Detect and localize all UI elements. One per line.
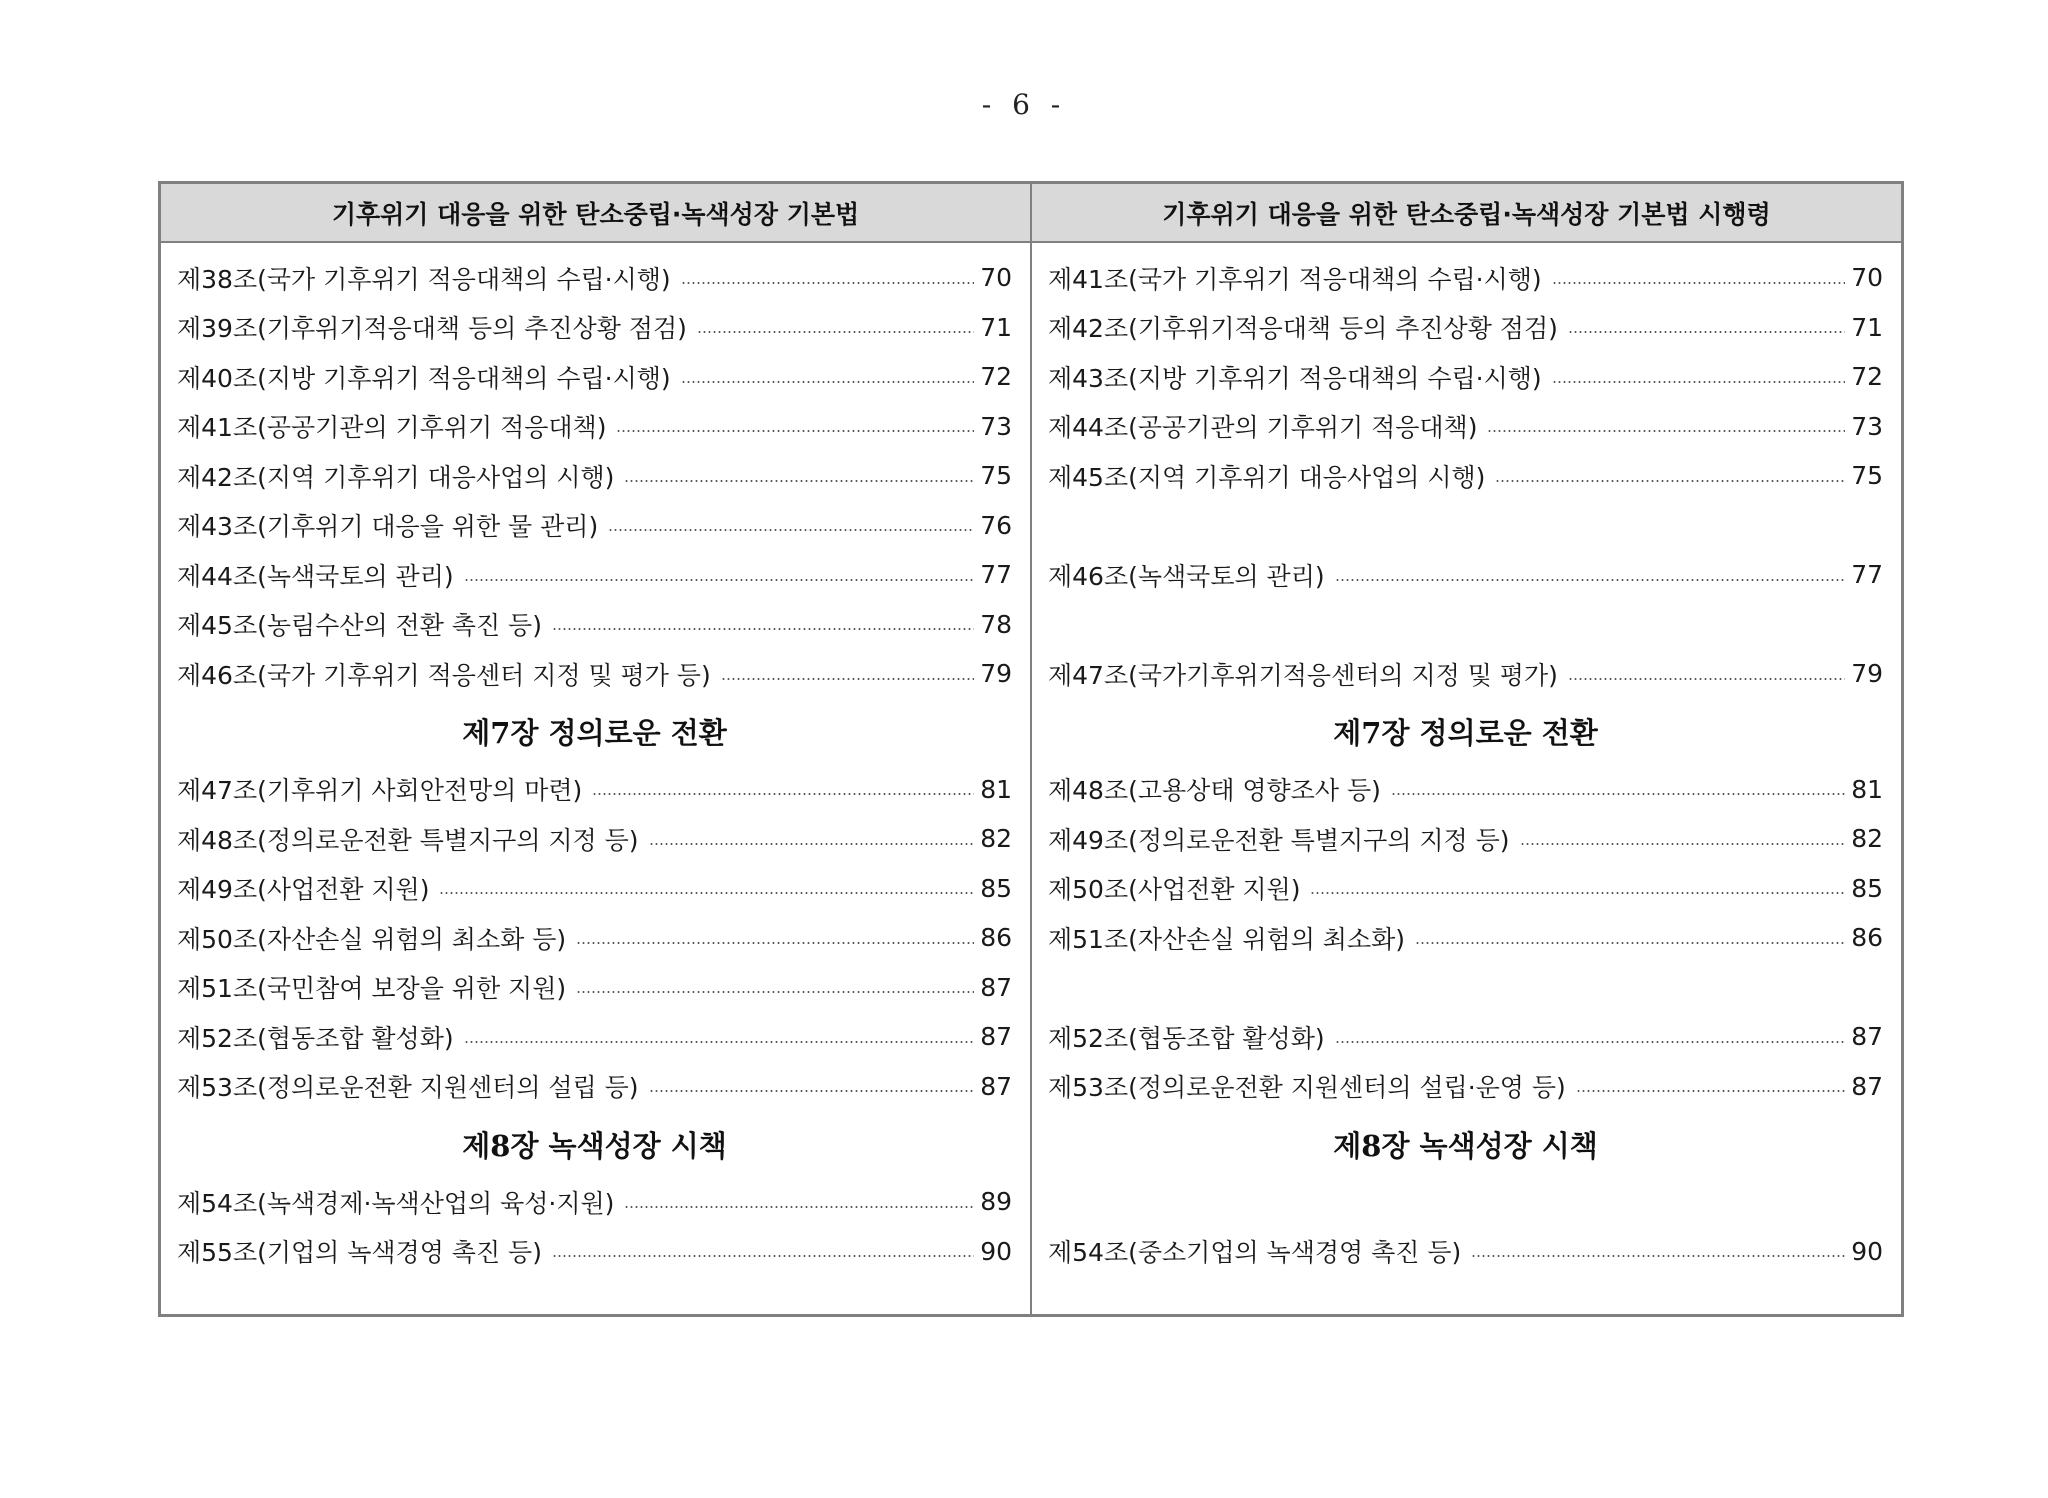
entry-page-number: 86 <box>980 923 1012 953</box>
toc-entry <box>177 1012 1012 1062</box>
entry-title: 제54조(중소기업의 녹색경영 촉진 등) <box>1048 1238 1462 1268</box>
entry-page-number: 75 <box>1851 461 1883 491</box>
chapter-heading: 제7장 정의로운 전환 <box>462 716 727 750</box>
toc-entry <box>1048 402 1883 452</box>
toc-entry <box>177 963 1012 1013</box>
entry-title: 제55조(기업의 녹색경영 촉진 등) <box>177 1238 542 1268</box>
dot-leader <box>1576 1090 1845 1092</box>
entry-title: 제42조(지역 기후위기 대응사업의 시행) <box>177 462 615 492</box>
dot-leader <box>464 579 975 581</box>
toc-entry <box>177 402 1012 452</box>
dot-leader <box>464 1041 975 1043</box>
toc-entry <box>177 352 1012 402</box>
entry-title: 제44조(녹색국토의 관리) <box>177 561 454 591</box>
entry-title: 제49조(정의로운전환 특별지구의 지정 등) <box>1048 825 1510 855</box>
dot-leader <box>1391 793 1845 795</box>
toc-entry <box>1048 352 1883 402</box>
dot-leader <box>1568 331 1845 333</box>
entry-title: 제48조(정의로운전환 특별지구의 지정 등) <box>177 825 639 855</box>
entry-page-number: 72 <box>1851 362 1883 392</box>
dot-leader <box>697 331 974 333</box>
toc-entry <box>177 765 1012 815</box>
dot-leader <box>576 991 974 993</box>
entry-title: 제48조(고용상태 영향조사 등) <box>1048 776 1381 806</box>
entry-title: 제51조(자산손실 위험의 최소화) <box>1048 924 1406 954</box>
toc-entry <box>177 600 1012 650</box>
entry-title: 제54조(녹색경제·녹색산업의 육성·지원) <box>177 1188 615 1218</box>
entry-page-number: 81 <box>1851 774 1883 804</box>
entry-title: 제46조(국가 기후위기 적응센터 지정 및 평가 등) <box>177 660 711 690</box>
toc-entry <box>1048 814 1883 864</box>
entry-title: 제53조(정의로운전환 지원센터의 설립 등) <box>177 1073 639 1103</box>
dot-leader <box>592 793 974 795</box>
entry-title: 제41조(공공기관의 기후위기 적응대책) <box>177 413 607 443</box>
entry-page-number: 90 <box>1851 1236 1883 1266</box>
toc-entry <box>1048 1062 1883 1112</box>
entry-title: 제45조(농림수산의 전환 촉진 등) <box>177 611 542 641</box>
entry-page-number: 90 <box>980 1236 1012 1266</box>
toc-entry <box>1048 765 1883 815</box>
dot-leader <box>1552 282 1846 284</box>
toc-entry <box>177 864 1012 914</box>
dot-leader <box>1335 1041 1846 1043</box>
entry-title: 제46조(녹색국토의 관리) <box>1048 561 1325 591</box>
toc-entry <box>177 649 1012 699</box>
entry-page-number: 87 <box>980 972 1012 1002</box>
toc-entry <box>177 913 1012 963</box>
entry-title: 제39조(기후위기적응대책 등의 추진상황 점검) <box>177 314 687 344</box>
right-column <box>1032 184 1901 1314</box>
empty-row <box>1048 501 1883 551</box>
dot-leader <box>1487 430 1845 432</box>
toc-entry <box>1048 1012 1883 1062</box>
left-column <box>161 184 1032 1314</box>
dot-leader <box>1310 892 1845 894</box>
dot-leader <box>1520 843 1846 845</box>
entry-title: 제47조(국가기후위기적응센터의 지정 및 평가) <box>1048 660 1558 690</box>
entry-page-number: 77 <box>1851 560 1883 590</box>
entry-page-number: 71 <box>980 312 1012 342</box>
entry-page-number: 86 <box>1851 923 1883 953</box>
empty-row <box>1048 1177 1883 1227</box>
dot-leader <box>624 1206 974 1208</box>
toc-entry <box>177 550 1012 600</box>
toc-entry <box>177 1227 1012 1277</box>
dot-leader <box>1335 579 1846 581</box>
left-column-body <box>161 243 1030 1276</box>
dot-leader <box>649 843 975 845</box>
toc-entry <box>177 814 1012 864</box>
entry-page-number: 70 <box>1851 263 1883 293</box>
entry-page-number: 77 <box>980 560 1012 590</box>
entry-title: 제40조(지방 기후위기 적응대책의 수립·시행) <box>177 363 671 393</box>
comparison-table <box>158 181 1904 1317</box>
left-column-header: 기후위기 대응을 위한 탄소중립·녹색성장 기본법 <box>161 184 1030 243</box>
toc-entry <box>1048 451 1883 501</box>
toc-entry <box>177 1177 1012 1227</box>
entry-page-number: 87 <box>1851 1022 1883 1052</box>
dot-leader <box>1552 381 1846 383</box>
entry-page-number: 87 <box>980 1022 1012 1052</box>
right-column-header: 기후위기 대응을 위한 탄소중립·녹색성장 기본법 시행령 <box>1032 184 1901 243</box>
entry-title: 제38조(국가 기후위기 적응대책의 수립·시행) <box>177 264 671 294</box>
dot-leader <box>624 480 974 482</box>
toc-entry <box>1048 550 1883 600</box>
entry-title: 제51조(국민참여 보장을 위한 지원) <box>177 974 567 1004</box>
page-number: - 6 - <box>981 88 1067 121</box>
entry-page-number: 76 <box>980 510 1012 540</box>
entry-title: 제44조(공공기관의 기후위기 적응대책) <box>1048 413 1478 443</box>
entry-page-number: 73 <box>980 411 1012 441</box>
entry-page-number: 72 <box>980 362 1012 392</box>
toc-entry <box>177 451 1012 501</box>
dot-leader <box>649 1090 975 1092</box>
chapter-heading: 제7장 정의로운 전환 <box>1333 716 1598 750</box>
entry-title: 제42조(기후위기적응대책 등의 추진상황 점검) <box>1048 314 1558 344</box>
dot-leader <box>608 529 974 531</box>
dot-leader <box>1415 942 1845 944</box>
entry-title: 제41조(국가 기후위기 적응대책의 수립·시행) <box>1048 264 1542 294</box>
toc-entry <box>177 303 1012 353</box>
entry-title: 제47조(기후위기 사회안전망의 마련) <box>177 776 583 806</box>
entry-page-number: 78 <box>980 609 1012 639</box>
entry-page-number: 87 <box>980 1071 1012 1101</box>
entry-title: 제43조(지방 기후위기 적응대책의 수립·시행) <box>1048 363 1542 393</box>
chapter-heading: 제8장 녹색성장 시책 <box>462 1128 727 1163</box>
dot-leader <box>681 381 975 383</box>
toc-entry <box>1048 649 1883 699</box>
entry-title: 제49조(사업전환 지원) <box>177 875 430 905</box>
entry-page-number: 70 <box>980 263 1012 293</box>
dot-leader <box>721 678 974 680</box>
toc-entry <box>177 1062 1012 1112</box>
dot-leader <box>552 1255 974 1257</box>
entry-title: 제53조(정의로운전환 지원센터의 설립·운영 등) <box>1048 1073 1566 1103</box>
entry-page-number: 79 <box>980 659 1012 689</box>
entry-page-number: 79 <box>1851 659 1883 689</box>
entry-page-number: 82 <box>1851 824 1883 854</box>
entry-page-number: 87 <box>1851 1071 1883 1101</box>
toc-entry <box>177 253 1012 303</box>
entry-title: 제50조(자산손실 위험의 최소화 등) <box>177 924 567 954</box>
entry-page-number: 75 <box>980 461 1012 491</box>
entry-page-number: 85 <box>1851 873 1883 903</box>
entry-title: 제52조(협동조합 활성화) <box>1048 1023 1325 1053</box>
dot-leader <box>1471 1255 1845 1257</box>
entry-page-number: 82 <box>980 824 1012 854</box>
entry-page-number: 81 <box>980 774 1012 804</box>
entry-page-number: 71 <box>1851 312 1883 342</box>
toc-entry <box>1048 303 1883 353</box>
dot-leader <box>552 628 974 630</box>
dot-leader <box>1568 678 1845 680</box>
entry-page-number: 73 <box>1851 411 1883 441</box>
empty-row <box>1048 963 1883 1013</box>
entry-page-number: 85 <box>980 873 1012 903</box>
toc-entry <box>1048 864 1883 914</box>
dot-leader <box>681 282 975 284</box>
entry-title: 제45조(지역 기후위기 대응사업의 시행) <box>1048 462 1486 492</box>
entry-page-number: 89 <box>980 1187 1012 1217</box>
chapter-heading: 제8장 녹색성장 시책 <box>1333 1128 1598 1163</box>
dot-leader <box>616 430 974 432</box>
toc-entry <box>177 501 1012 551</box>
dot-leader <box>439 892 974 894</box>
entry-title: 제52조(협동조합 활성화) <box>177 1023 454 1053</box>
dot-leader <box>1495 480 1845 482</box>
dot-leader <box>576 942 974 944</box>
toc-entry <box>1048 913 1883 963</box>
empty-row <box>1048 600 1883 650</box>
right-column-body <box>1032 243 1901 1276</box>
entry-title: 제43조(기후위기 대응을 위한 물 관리) <box>177 512 599 542</box>
entry-title: 제50조(사업전환 지원) <box>1048 875 1301 905</box>
toc-entry <box>1048 253 1883 303</box>
toc-entry <box>1048 1227 1883 1277</box>
